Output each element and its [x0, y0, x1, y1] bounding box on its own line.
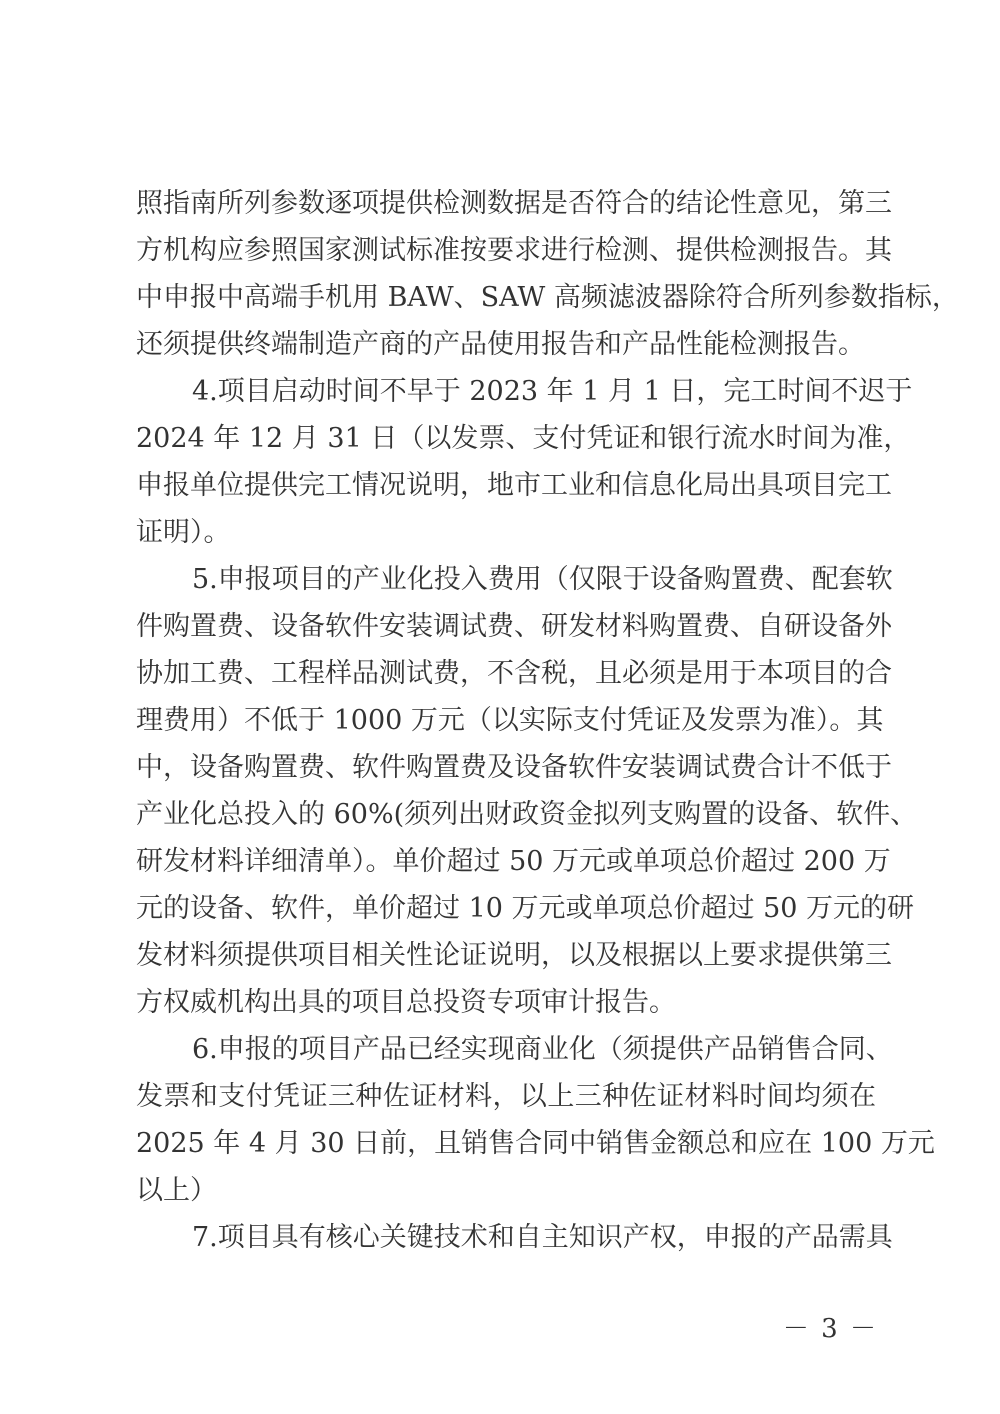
- text-line: 发材料须提供项目相关性论证说明，以及根据以上要求提供第三: [136, 940, 892, 971]
- text-line: 件购置费、设备软件安装调试费、研发材料购置费、自研设备外: [136, 611, 892, 642]
- text-line: 中，设备购置费、软件购置费及设备软件安装调试费合计不低于: [136, 752, 892, 783]
- paragraph-5-start: 5.申报项目的产业化投入费用（仅限于设备购置费、配套软: [192, 564, 893, 595]
- text-line: 照指南所列参数逐项提供检测数据是否符合的结论性意见，第三: [136, 188, 892, 219]
- text-line: 协加工费、工程样品测试费，不含税，且必须是用于本项目的合: [136, 658, 892, 689]
- text-line: 理费用）不低于 1000 万元（以实际支付凭证及发票为准）。其: [136, 705, 884, 736]
- text-line: 发票和支付凭证三种佐证材料，以上三种佐证材料时间均须在: [136, 1081, 876, 1112]
- body-text: [136, 180, 959, 1261]
- text-line: 申报单位提供完工情况说明，地市工业和信息化局出具项目完工: [136, 470, 892, 501]
- paragraph-4-start: 4.项目启动时间不早于 2023 年 1 月 1 日，完工时间不迟于: [192, 376, 913, 407]
- text-line: 证明）。: [136, 517, 231, 548]
- text-line: 研发材料详细清单）。单价超过 50 万元或单项总价超过 200 万: [136, 846, 891, 877]
- text-line: 方权威机构出具的项目总投资专项审计报告。: [136, 987, 676, 1018]
- text-line: 还须提供终端制造产商的产品使用报告和产品性能检测报告。: [136, 329, 865, 360]
- paragraph-7-start: 7.项目具有核心关键技术和自主知识产权，申报的产品需具: [192, 1222, 893, 1253]
- text-line: 2025 年 4 月 30 日前，且销售合同中销售金额总和应在 100 万元: [136, 1128, 935, 1159]
- paragraph-6-start: 6.申报的项目产品已经实现商业化（须提供产品销售合同、: [192, 1034, 893, 1065]
- text-line: 方机构应参照国家测试标准按要求进行检测、提供检测报告。其: [136, 235, 892, 266]
- text-line: 以上）: [136, 1175, 217, 1206]
- text-line: 2024 年 12 月 31 日（以发票、支付凭证和银行流水时间为准，: [136, 423, 911, 454]
- text-line: 中申报中高端手机用 BAW、SAW 高频滤波器除符合所列参数指标，: [136, 282, 959, 313]
- text-line: 元的设备、软件，单价超过 10 万元或单项总价超过 50 万元的研: [136, 893, 915, 924]
- text-line: 产业化总投入的 60%(须列出财政资金拟列支购置的设备、软件、: [136, 799, 918, 830]
- page-number: － 3 －: [782, 1314, 878, 1344]
